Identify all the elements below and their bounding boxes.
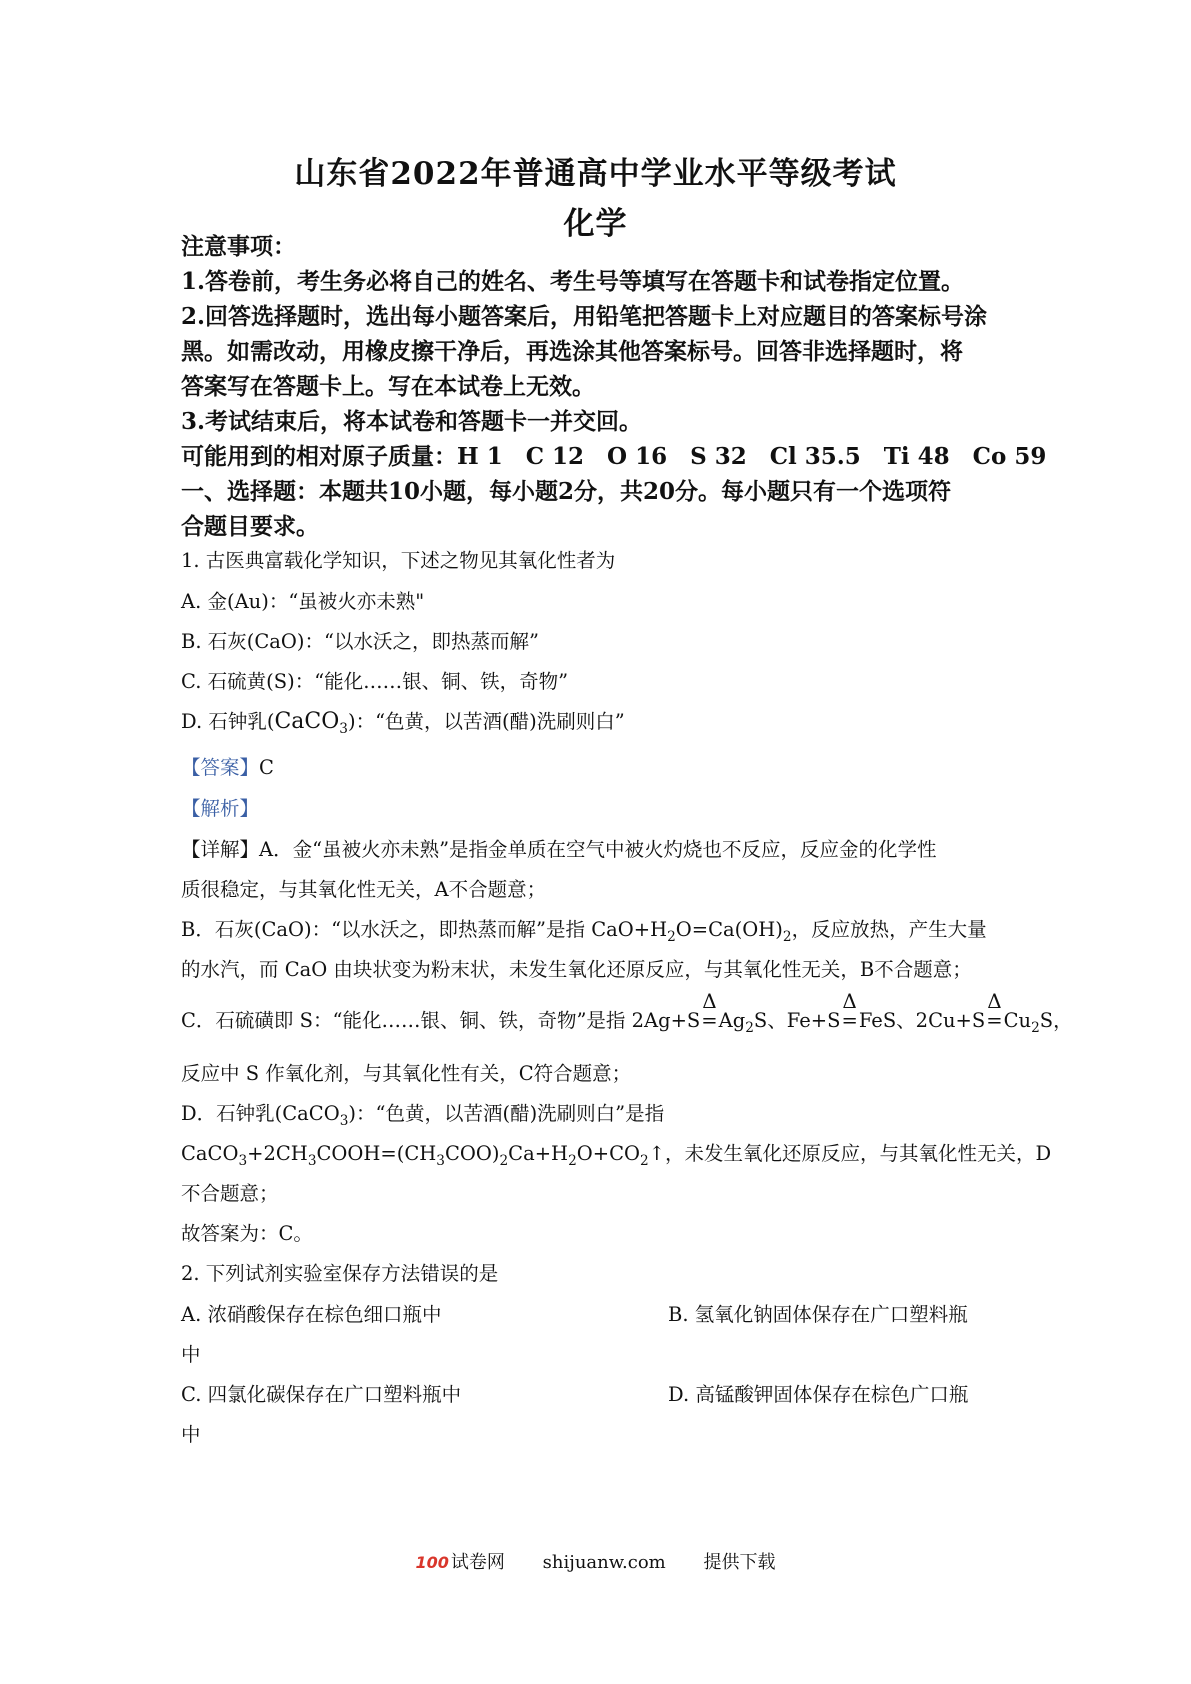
heating-equals-sign: Δ = (841, 989, 858, 1032)
question-2-option-c: C. 四氯化碳保存在广口塑料瓶中 (181, 1383, 462, 1406)
answer-value: C (259, 756, 274, 779)
footer-note: 提供下载 (703, 1552, 776, 1573)
question-2-option-a: A. 浓硝酸保存在棕色细口瓶中 (181, 1303, 442, 1326)
question-1-option-c: C. 石硫黄(S)：“能化……银、铜、铁，奇物” (181, 670, 569, 693)
question-2-option-b: B. 氢氧化钠固体保存在广口塑料瓶 (668, 1303, 968, 1326)
question-1-option-d: D. 石钟乳(CaCO$_3$)：“色黄，以苦酒(醋)洗刷则白” (181, 709, 625, 737)
detail-b-line-2: 的水汽，而 CaO 由块状变为粉末状，未发生氧化还原反应，与其氧化性无关，B不合题意； (181, 958, 972, 981)
question-1-option-a: A. 金(Au)：“虽被火亦未熟" (181, 590, 425, 613)
detail-b-line-1: B．石灰(CaO)：“以水沃之，即热蒸而解”是指 $CaO+H_2O=Ca(OH)_2$，反应放热，产生大量 (181, 918, 987, 945)
site-logo-icon: 100 (415, 1553, 449, 1572)
site-name: 试卷网 (450, 1552, 505, 1573)
question-1-option-b: B. 石灰(CaO)：“以水沃之，即热蒸而解” (181, 630, 539, 653)
question-2-option-d: D. 高锰酸钾固体保存在棕色广口瓶 (668, 1383, 969, 1406)
atomic-mass-line: 可能用到的相对原子质量：H 1 C 12 O 16 S 32 Cl 35.5 Ti 48 Co 59 (181, 443, 1047, 470)
notice-item-1: 1.答卷前，考生务必将自己的姓名、考生号等填写在答题卡和试卷指定位置。 (181, 268, 965, 295)
detail-a-line-2: 质很稳定，与其氧化性无关，A不合题意； (181, 878, 547, 901)
notice-item-2-line-2: 黑。如需改动，用橡皮擦干净后，再选涂其他答案标号。回答非选择题时，将 (181, 338, 963, 365)
answer-line (181, 752, 274, 780)
notice-item-2-line-3: 答案写在答题卡上。写在本试卷上无效。 (181, 373, 595, 400)
detail-c-equations: C．石硫磺即 S：“能化……银、铜、铁，奇物”是指 2Ag+S Δ $=Ag_2S$、Fe+S Δ =FeS、2Cu+S Δ $=Cu_2S$， (181, 989, 1073, 1036)
notice-item-3: 3.考试结束后，将本试卷和答题卡一并交回。 (181, 408, 643, 435)
question-2-stem: 2. 下列试剂实验室保存方法错误的是 (181, 1262, 499, 1285)
heating-equals-sign: Δ = (986, 989, 1003, 1032)
heating-equals-sign: Δ = (701, 989, 718, 1032)
question-2-option-b-cont: 中 (181, 1343, 201, 1366)
detail-c-line-2: 反应中 S 作氧化剂，与其氧化性有关，C符合题意； (181, 1062, 632, 1085)
conclusion-line: 故答案为：C。 (181, 1222, 313, 1245)
detail-d-line-2: $CaCO_3+2CH_3COOH=(CH_3COO)_2Ca+H_2O+CO_2↑$，未发生氧化还原反应，与其氧化性无关，D (181, 1142, 1052, 1169)
site-domain: shijuanw.com (542, 1552, 666, 1573)
section-1-heading-line-1: 一、选择题：本题共10小题，每小题2分，共20分。每小题只有一个选项符 (181, 478, 952, 505)
question-2-option-d-cont: 中 (181, 1423, 201, 1446)
detail-d-line-1: D．石钟乳(CaCO$_3$)：“色黄，以苦酒(醋)洗刷则白”是指 (181, 1102, 665, 1129)
detail-d-line-3: 不合题意； (181, 1182, 279, 1205)
analysis-label: 【解析】 (181, 797, 260, 820)
notice-item-2-line-1: 2.回答选择题时，选出每小题答案后，用铅笔把答题卡上对应题目的答案标号涂 (181, 303, 988, 330)
question-1-stem: 1. 古医典富载化学知识，下述之物见其氧化性者为 (181, 549, 616, 572)
exam-title: 山东省2022年普通高中学业水平等级考试 (294, 156, 897, 192)
section-1-heading-line-2: 合题目要求。 (181, 513, 319, 540)
answer-label: 【答案】 (181, 756, 260, 779)
detail-a-line-1: 【详解】A．金“虽被火亦未熟”是指金单质在空气中被火灼烧也不反应，反应金的化学性 (181, 838, 937, 861)
exam-subject: 化学 (563, 206, 628, 242)
page-footer (0, 1548, 1191, 1574)
notice-heading: 注意事项： (181, 233, 296, 260)
